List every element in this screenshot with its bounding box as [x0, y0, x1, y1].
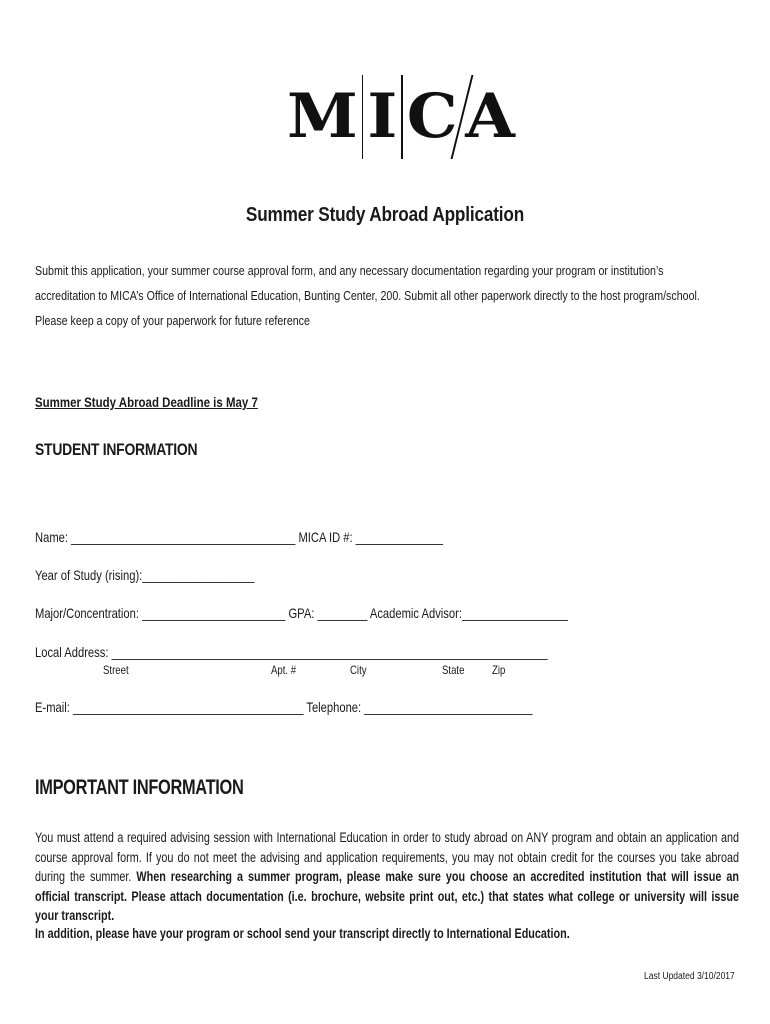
deadline-notice: Summer Study Abroad Deadline is May 7 [35, 394, 258, 410]
important-information-heading: IMPORTANT INFORMATION [35, 776, 244, 799]
important-text-bold: When researching a summer program, please make sure you choose an accredited institution that will issue an official transcript. Please attach documentation (i.e. brochure, website print out, etc.) that states what college or university will issue your transcript. [35, 869, 740, 923]
important-paragraph [35, 828, 739, 926]
logo-letter-a: A [465, 80, 515, 153]
email-field[interactable]: _____________________________________ [72, 699, 304, 715]
name-field[interactable]: ____________________________________ [71, 529, 296, 545]
mica-logo [287, 74, 515, 160]
major-field[interactable]: _______________________ [142, 605, 286, 621]
address-city-caption: City [350, 663, 367, 677]
year-field[interactable]: __________________ [142, 567, 255, 583]
year-row [35, 567, 254, 583]
address-apt-caption: Apt. # [271, 663, 297, 677]
logo-divider [401, 75, 403, 159]
gpa-label: GPA: [285, 605, 318, 621]
advisor-label: Academic Advisor: [367, 605, 462, 621]
advisor-field[interactable]: _________________ [461, 605, 568, 621]
logo-letter-m: M [287, 80, 358, 153]
email-label: E-mail: [35, 699, 73, 715]
address-state-caption: State [442, 663, 465, 677]
logo-letter-i: I [367, 80, 398, 153]
telephone-field[interactable]: ___________________________ [364, 699, 533, 715]
logo-divider [362, 75, 364, 159]
contact-row [35, 699, 532, 715]
address-label: Local Address: [35, 644, 112, 660]
name-label: Name: [35, 529, 72, 545]
student-information-heading: STUDENT INFORMATION [35, 440, 198, 459]
major-row [35, 605, 568, 621]
important-text-regular: You must attend a required advising session with International Education in order to study abroad on ANY program and obtain an application and course approval form. If you do not meet the advising and application requirements, you may not obtain credit for the courses you take abroad during the summer. [35, 830, 739, 884]
last-updated-note: Last Updated 3/10/2017 [644, 971, 735, 982]
telephone-label: Telephone: [303, 699, 365, 715]
mica-id-label: MICA ID #: [295, 529, 356, 545]
transcript-instruction: In addition, please have your program or school send your transcript directly to International Education. [35, 926, 570, 941]
mica-id-field[interactable]: ______________ [355, 529, 443, 545]
address-zip-caption: Zip [492, 663, 506, 677]
gpa-field[interactable]: ________ [317, 605, 368, 621]
name-row [35, 529, 443, 545]
address-street-caption: Street [103, 663, 129, 677]
year-label: Year of Study (rising): [35, 567, 143, 583]
address-row [35, 644, 548, 660]
address-field[interactable]: ______________________________________________________________________ [111, 644, 548, 660]
page-title: Summer Study Abroad Application [245, 204, 525, 226]
logo-letter-c: C [406, 80, 458, 153]
intro-paragraph: Submit this application, your summer course approval form, and any necessary documentation regarding your program or institution’s accreditation to MICA’s Office of International Education, Bunting Center, 200. Submit all other paperwork directly to the host program/school. Please keep a copy of your paperwork for future reference [35, 263, 700, 328]
major-label: Major/Concentration: [35, 605, 143, 621]
